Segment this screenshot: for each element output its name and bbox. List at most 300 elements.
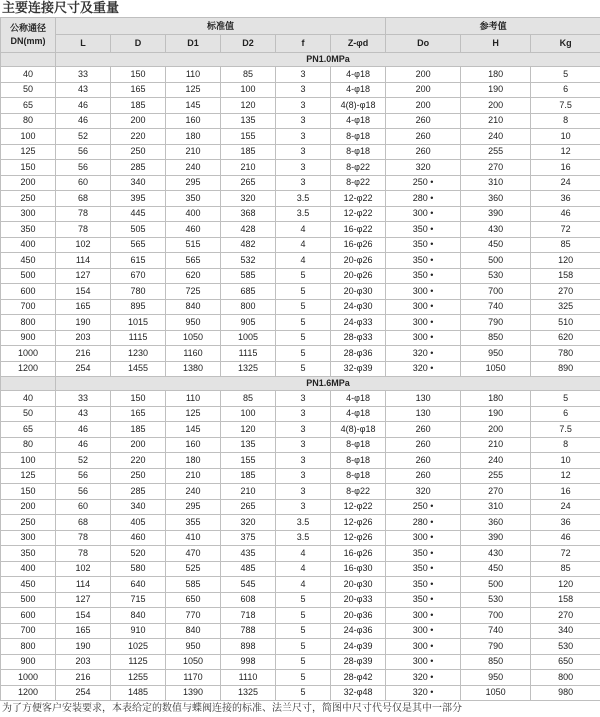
table-cell: 250 [111, 468, 166, 484]
table-cell: 78 [56, 206, 111, 222]
table-cell: 295 [166, 175, 221, 191]
table-cell: 615 [111, 253, 166, 269]
table-cell: 220 [111, 129, 166, 145]
table-row [1, 237, 600, 253]
table-cell: 5 [276, 654, 331, 670]
table-cell: 300 • [386, 623, 461, 639]
table-cell: 216 [56, 670, 111, 686]
table-cell: 8-φ18 [331, 144, 386, 160]
table-cell: 450 [461, 237, 531, 253]
table-cell: 120 [221, 98, 276, 114]
table-cell: 565 [166, 253, 221, 269]
table-cell: 545 [221, 577, 276, 593]
table-cell: 46 [531, 530, 600, 546]
table-cell: 210 [166, 144, 221, 160]
table-cell: 43 [56, 82, 111, 98]
table-cell: 4-φ18 [331, 406, 386, 422]
table-cell: 24 [531, 499, 600, 515]
table-cell: 190 [56, 639, 111, 655]
table-cell: 800 [1, 315, 56, 331]
table-row [1, 623, 600, 639]
table-cell: 12-φ22 [331, 191, 386, 207]
table-cell: 5 [276, 670, 331, 686]
table-cell: 565 [111, 237, 166, 253]
table-cell: 260 [386, 422, 461, 438]
table-row [1, 191, 600, 207]
table-row [1, 422, 600, 438]
table-cell: 72 [531, 222, 600, 238]
table-cell: 16 [531, 484, 600, 500]
table-row [1, 685, 600, 701]
table-cell: 250 [111, 144, 166, 160]
table-cell: 898 [221, 639, 276, 655]
table-row [1, 468, 600, 484]
table-cell: 260 [386, 437, 461, 453]
table-cell: 640 [111, 577, 166, 593]
table-cell: 800 [531, 670, 600, 686]
table-row [1, 206, 600, 222]
table-cell: 210 [461, 437, 531, 453]
table-cell: 390 [461, 206, 531, 222]
table-cell: 510 [531, 315, 600, 331]
table-cell: 12-φ22 [331, 206, 386, 222]
table-cell: 28-φ42 [331, 670, 386, 686]
table-cell: 210 [221, 160, 276, 176]
table-cell: 1325 [221, 361, 276, 377]
table-cell: 4(8)-φ18 [331, 98, 386, 114]
footnote: 为了方便客户安装要求，本表给定的数值与蝶阀连接的标准、法兰尺寸，简图中尺寸代号仅是其中一部分 [2, 703, 462, 714]
table-row [1, 113, 600, 129]
col-header: Kg [531, 35, 600, 53]
table-cell: 250 • [386, 499, 461, 515]
table-cell: 320 [386, 484, 461, 500]
table-cell: 125 [166, 82, 221, 98]
table-row [1, 284, 600, 300]
table-cell: 158 [531, 268, 600, 284]
table-cell: 1025 [111, 639, 166, 655]
table-cell: 500 [461, 253, 531, 269]
table-cell: 46 [531, 206, 600, 222]
table-cell: 350 • [386, 546, 461, 562]
table-cell: 12-φ22 [331, 499, 386, 515]
table-cell: 260 [386, 113, 461, 129]
table-cell: 900 [1, 654, 56, 670]
table-row [1, 561, 600, 577]
table-cell: 718 [221, 608, 276, 624]
table-cell: 1110 [221, 670, 276, 686]
table-cell: 32-φ39 [331, 361, 386, 377]
table-row [1, 530, 600, 546]
table-cell: 350 [1, 546, 56, 562]
table-row [1, 175, 600, 191]
table-row [1, 299, 600, 315]
table-cell: 12-φ26 [331, 515, 386, 531]
table-cell: 1455 [111, 361, 166, 377]
table-cell: 24-φ39 [331, 639, 386, 655]
table-cell: 3.5 [276, 206, 331, 222]
table-row [1, 453, 600, 469]
table-cell: 460 [166, 222, 221, 238]
table-cell: 700 [1, 299, 56, 315]
table-row [1, 253, 600, 269]
table-cell: 3 [276, 175, 331, 191]
table-cell: 1160 [166, 346, 221, 362]
table-cell: 310 [461, 499, 531, 515]
table-cell: 740 [461, 299, 531, 315]
table-cell: 950 [461, 346, 531, 362]
table-cell: 10 [531, 453, 600, 469]
table-row [1, 315, 600, 331]
table-cell: 1115 [221, 346, 276, 362]
table-cell: 3 [276, 113, 331, 129]
table-cell: 40 [1, 391, 56, 407]
table-cell: 470 [166, 546, 221, 562]
table-cell: 20-φ36 [331, 608, 386, 624]
table-cell: 4-φ18 [331, 82, 386, 98]
table-cell: 280 • [386, 191, 461, 207]
table-cell: 46 [56, 98, 111, 114]
table-cell: 8-φ18 [331, 129, 386, 145]
table-cell: 620 [166, 268, 221, 284]
table-cell: 200 [386, 98, 461, 114]
table-cell: 320 [221, 515, 276, 531]
table-cell: 400 [166, 206, 221, 222]
table-cell: 3 [276, 437, 331, 453]
table-cell: 300 • [386, 284, 461, 300]
table-cell: 700 [461, 608, 531, 624]
table-cell: 435 [221, 546, 276, 562]
table-cell: 80 [1, 113, 56, 129]
table-cell: 1325 [221, 685, 276, 701]
table-cell: 350 • [386, 268, 461, 284]
table-cell: 530 [461, 268, 531, 284]
table-cell: 4 [276, 222, 331, 238]
table-cell: 240 [166, 484, 221, 500]
table-cell: 368 [221, 206, 276, 222]
table-cell: 300 • [386, 330, 461, 346]
table-cell: 56 [56, 160, 111, 176]
table-cell: 40 [1, 67, 56, 83]
table-cell: 340 [531, 623, 600, 639]
table-cell: 254 [56, 685, 111, 701]
table-cell: 8-φ18 [331, 468, 386, 484]
table-cell: 1200 [1, 685, 56, 701]
table-cell: 127 [56, 592, 111, 608]
table-cell: 532 [221, 253, 276, 269]
table-cell: 102 [56, 561, 111, 577]
table-cell: 16-φ26 [331, 237, 386, 253]
table-cell: 608 [221, 592, 276, 608]
table-cell: 585 [221, 268, 276, 284]
table-cell: 650 [166, 592, 221, 608]
table-cell: 16-φ30 [331, 561, 386, 577]
table-cell: 36 [531, 515, 600, 531]
table-cell: 150 [1, 484, 56, 500]
table-cell: 390 [461, 530, 531, 546]
table-cell: 670 [111, 268, 166, 284]
table-cell: 840 [111, 608, 166, 624]
dimension-weight-table [0, 17, 600, 701]
table-cell: 905 [221, 315, 276, 331]
table-cell: 740 [461, 623, 531, 639]
table-cell: 980 [531, 685, 600, 701]
table-cell: 78 [56, 530, 111, 546]
table-cell: 78 [56, 546, 111, 562]
table-cell: 102 [56, 237, 111, 253]
table-cell: 60 [56, 499, 111, 515]
table-cell: 585 [166, 577, 221, 593]
table-cell: 840 [166, 299, 221, 315]
table-cell: 350 • [386, 237, 461, 253]
table-row [1, 592, 600, 608]
table-row [1, 129, 600, 145]
table-cell: 1050 [461, 685, 531, 701]
col-header: D1 [166, 35, 221, 53]
table-cell: 800 [1, 639, 56, 655]
table-cell: 350 • [386, 253, 461, 269]
table-cell: 350 [166, 191, 221, 207]
table-cell: 200 [461, 422, 531, 438]
table-cell: 790 [461, 315, 531, 331]
table-cell: 800 [221, 299, 276, 315]
table-cell: 350 • [386, 222, 461, 238]
table-cell: 50 [1, 406, 56, 422]
table-cell: 715 [111, 592, 166, 608]
table-cell: 3 [276, 406, 331, 422]
table-cell: 4-φ18 [331, 113, 386, 129]
table-cell: 185 [221, 468, 276, 484]
table-cell: 1115 [111, 330, 166, 346]
table-cell: 24 [531, 175, 600, 191]
table-cell: 155 [221, 453, 276, 469]
table-row [1, 608, 600, 624]
table-cell: 4 [276, 237, 331, 253]
table-cell: 3 [276, 160, 331, 176]
table-cell: 203 [56, 330, 111, 346]
table-cell: 100 [221, 406, 276, 422]
table-cell: 180 [166, 129, 221, 145]
table-cell: 580 [111, 561, 166, 577]
table-cell: 100 [221, 82, 276, 98]
table-cell: 56 [56, 484, 111, 500]
reference-values-header: 参考值 [386, 18, 600, 35]
table-cell: 320 [221, 191, 276, 207]
table-cell: 8-φ18 [331, 453, 386, 469]
table-cell: 300 • [386, 608, 461, 624]
table-cell: 520 [111, 546, 166, 562]
table-cell: 190 [461, 82, 531, 98]
table-cell: 3 [276, 499, 331, 515]
table-row [1, 406, 600, 422]
table-cell: 1050 [166, 654, 221, 670]
table-cell: 725 [166, 284, 221, 300]
table-cell: 780 [111, 284, 166, 300]
table-cell: 530 [461, 592, 531, 608]
table-row [1, 546, 600, 562]
table-cell: 600 [1, 608, 56, 624]
table-cell: 135 [221, 437, 276, 453]
table-cell: 300 [1, 206, 56, 222]
table-cell: 3 [276, 422, 331, 438]
table-cell: 410 [166, 530, 221, 546]
table-cell: 4 [276, 561, 331, 577]
table-cell: 200 [111, 437, 166, 453]
table-cell: 600 [1, 284, 56, 300]
table-cell: 265 [221, 499, 276, 515]
table-cell: 24-φ30 [331, 299, 386, 315]
table-row [1, 515, 600, 531]
table-cell: 154 [56, 608, 111, 624]
table-cell: 165 [56, 623, 111, 639]
table-cell: 3.5 [276, 191, 331, 207]
table-cell: 5 [276, 315, 331, 331]
table-cell: 850 [461, 330, 531, 346]
table-cell: 72 [531, 546, 600, 562]
col-header: Do [386, 35, 461, 53]
table-cell: 130 [386, 391, 461, 407]
table-cell: 3 [276, 67, 331, 83]
table-cell: 52 [56, 453, 111, 469]
table-cell: 1170 [166, 670, 221, 686]
table-cell: 185 [111, 422, 166, 438]
dn-header-label: 公称通径 [9, 23, 46, 33]
table-cell: 5 [276, 284, 331, 300]
table-cell: 12 [531, 468, 600, 484]
table-cell: 155 [221, 129, 276, 145]
pressure-class-label: PN1.0MPa [56, 53, 600, 67]
table-cell: 5 [531, 391, 600, 407]
table-cell: 790 [461, 639, 531, 655]
table-cell: 125 [1, 468, 56, 484]
table-cell: 5 [276, 346, 331, 362]
table-cell: 430 [461, 222, 531, 238]
table-row [1, 346, 600, 362]
table-cell: 255 [461, 144, 531, 160]
table-row [1, 361, 600, 377]
table-row [1, 499, 600, 515]
table-cell: 85 [221, 391, 276, 407]
table-cell: 85 [531, 237, 600, 253]
table-cell: 165 [111, 82, 166, 98]
table-cell: 1000 [1, 670, 56, 686]
table-cell: 216 [56, 346, 111, 362]
table-cell: 4-φ18 [331, 391, 386, 407]
table-cell: 33 [56, 67, 111, 83]
table-cell: 1005 [221, 330, 276, 346]
table-cell: 150 [1, 160, 56, 176]
table-cell: 16-φ22 [331, 222, 386, 238]
table-cell: 127 [56, 268, 111, 284]
table-cell: 20-φ33 [331, 592, 386, 608]
dn-header [1, 18, 56, 53]
table-cell: 114 [56, 577, 111, 593]
table-cell: 265 [221, 175, 276, 191]
table-cell: 125 [1, 144, 56, 160]
table-cell: 28-φ33 [331, 330, 386, 346]
dn-header-unit: DN(mm) [10, 36, 46, 46]
table-cell: 400 [1, 237, 56, 253]
table-cell: 36 [531, 191, 600, 207]
table-cell: 1050 [461, 361, 531, 377]
table-cell: 80 [1, 437, 56, 453]
table-cell: 158 [531, 592, 600, 608]
table-cell: 52 [56, 129, 111, 145]
section-row [1, 377, 600, 391]
table-row [1, 82, 600, 98]
table-cell: 28-φ39 [331, 654, 386, 670]
table-cell: 24-φ33 [331, 315, 386, 331]
table-cell: 150 [111, 391, 166, 407]
table-cell: 1255 [111, 670, 166, 686]
table-cell: 3 [276, 391, 331, 407]
table-cell: 320 • [386, 685, 461, 701]
table-cell: 3.5 [276, 530, 331, 546]
table-cell: 515 [166, 237, 221, 253]
table-cell: 20-φ26 [331, 253, 386, 269]
table-cell: 270 [531, 284, 600, 300]
table-cell: 375 [221, 530, 276, 546]
table-cell: 700 [1, 623, 56, 639]
table-cell: 295 [166, 499, 221, 515]
table-cell: 260 [386, 468, 461, 484]
table-cell: 998 [221, 654, 276, 670]
table-cell: 8-φ22 [331, 160, 386, 176]
table-cell: 255 [461, 468, 531, 484]
table-cell: 280 • [386, 515, 461, 531]
table-cell: 5 [276, 299, 331, 315]
table-cell: 360 [461, 191, 531, 207]
pressure-class-label: PN1.6MPa [56, 377, 600, 391]
table-cell: 1200 [1, 361, 56, 377]
table-cell: 525 [166, 561, 221, 577]
table-cell: 405 [111, 515, 166, 531]
table-cell: 450 [461, 561, 531, 577]
table-cell: 950 [166, 315, 221, 331]
table-cell: 285 [111, 484, 166, 500]
table-row [1, 144, 600, 160]
table-cell: 160 [166, 437, 221, 453]
table-cell: 3 [276, 468, 331, 484]
table-cell: 770 [166, 608, 221, 624]
table-cell: 260 [386, 129, 461, 145]
table-cell: 165 [111, 406, 166, 422]
table-cell: 320 • [386, 361, 461, 377]
section-spacer [1, 53, 56, 67]
table-cell: 100 [1, 129, 56, 145]
table-cell: 3.5 [276, 515, 331, 531]
table-cell: 6 [531, 82, 600, 98]
col-header: Z-φd [331, 35, 386, 53]
table-cell: 350 • [386, 577, 461, 593]
table-cell: 130 [386, 406, 461, 422]
table-cell: 210 [461, 113, 531, 129]
table-cell: 5 [531, 67, 600, 83]
table-cell: 254 [56, 361, 111, 377]
table-cell: 950 [166, 639, 221, 655]
table-cell: 20-φ30 [331, 577, 386, 593]
table-cell: 395 [111, 191, 166, 207]
table-cell: 240 [461, 453, 531, 469]
table-cell: 85 [221, 67, 276, 83]
table-cell: 8 [531, 437, 600, 453]
table-cell: 482 [221, 237, 276, 253]
table-cell: 1390 [166, 685, 221, 701]
section-row [1, 53, 600, 67]
table-cell: 60 [56, 175, 111, 191]
table-cell: 5 [276, 639, 331, 655]
table-cell: 125 [166, 406, 221, 422]
table-cell: 840 [166, 623, 221, 639]
